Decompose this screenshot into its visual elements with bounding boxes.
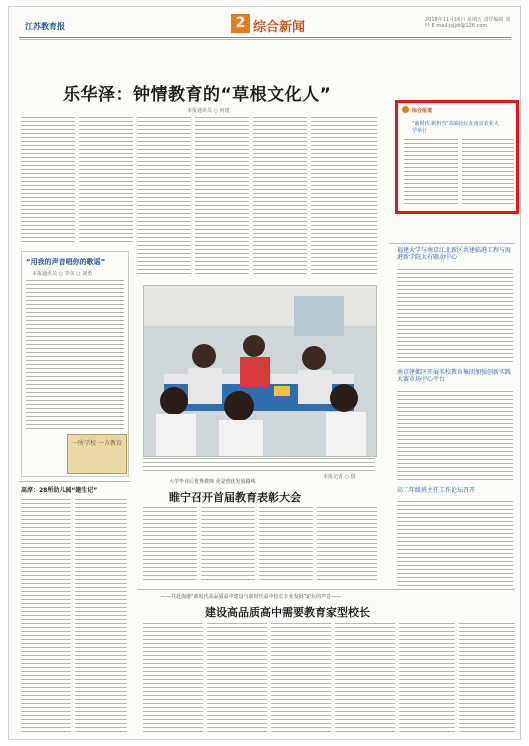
bottom-divider <box>137 589 515 590</box>
left-story-title: “用我的声音唱你的歌谣” <box>26 258 106 266</box>
masthead-info: 2018年11月16日 星期五 责任编辑 刘叶 E-mail:jsjyb@126.com <box>425 17 511 29</box>
right-item-1-title: 福建大学与南京江北新区共建临港工程与海港新学院大有联动中心 <box>397 247 512 261</box>
right-divider-1 <box>389 243 515 244</box>
lead-text-col-1 <box>21 117 75 245</box>
middle-col-2 <box>201 507 255 583</box>
bottom-headline: 建设高品质高中需要教育家型校长 <box>205 606 370 619</box>
left-bottom-title: 高淳：28所幼儿园“建生记” <box>21 487 98 494</box>
sidebar-bullet-icon <box>402 106 409 113</box>
bottom-col-3 <box>271 623 331 735</box>
left-story-text <box>26 280 124 430</box>
bottom-col-6 <box>459 623 515 735</box>
section-number: 2 <box>231 14 250 33</box>
ad-image: 一所学校 一方教育 <box>67 434 127 474</box>
middle-headline: 睢宁召开首届教育表彰大会 <box>169 491 301 504</box>
left-bottom-col-1 <box>21 499 71 735</box>
middle-col-4 <box>317 507 377 583</box>
lead-headline: 乐华泽：钟情教育的“草根文化人” <box>63 85 332 105</box>
lead-text-col-5 <box>253 117 307 277</box>
lead-text-col-3 <box>137 117 191 277</box>
bottom-kicker: ——共赴海港“新时代高品质高中建设与新时代高中校长专业发展”论坛的声音—— <box>161 594 342 600</box>
left-divider <box>19 481 131 482</box>
section-title: 综合新闻 <box>253 20 306 35</box>
lead-text-col-2 <box>79 117 133 245</box>
bottom-col-5 <box>399 623 455 735</box>
masthead-rule-2 <box>19 39 511 40</box>
highlighted-sidebar-story <box>395 100 519 214</box>
right-item-1-text <box>397 269 513 365</box>
classroom-illustration <box>144 286 376 456</box>
lead-text-col-6 <box>311 117 377 277</box>
left-story-byline: 本报通讯员 ○ 李东 ○ 刘勇 <box>32 271 93 277</box>
sidebar-text-col-2 <box>462 139 514 207</box>
middle-col-1 <box>143 507 197 583</box>
sidebar-title: “新时代·新担当”高端论坛在南京农业大学举行 <box>412 121 499 134</box>
middle-kicker: 大学毕业后优秀教师 更是创优发展路线 <box>169 479 256 485</box>
left-bottom-col-2 <box>75 499 127 735</box>
sidebar-header: 综合报道 <box>412 108 433 114</box>
middle-col-3 <box>259 507 313 583</box>
newspaper-page <box>8 6 521 740</box>
bottom-col-2 <box>207 623 267 735</box>
right-item-3-text <box>397 501 513 587</box>
lead-byline: 本报通讯员 ○ 何建 <box>187 108 230 114</box>
right-item-2-title: 南京建邺区开展名校教育集团加强创新实践大赛市场中心平台 <box>397 369 512 383</box>
masthead-rule <box>19 37 511 38</box>
right-item-3-title: 高二年级班主任工作论坛召开 <box>397 487 476 494</box>
photo-caption <box>143 458 375 472</box>
lead-text-col-4 <box>195 117 249 277</box>
bottom-col-4 <box>335 623 395 735</box>
masthead-logo: 江苏教育报 <box>25 22 65 31</box>
photo-credit: 本报记者 ○ 摄 <box>323 474 356 480</box>
sidebar-text-col-1 <box>404 139 458 207</box>
right-item-2-text <box>397 391 513 481</box>
classroom-photo <box>143 285 377 457</box>
bottom-col-1 <box>143 623 203 735</box>
